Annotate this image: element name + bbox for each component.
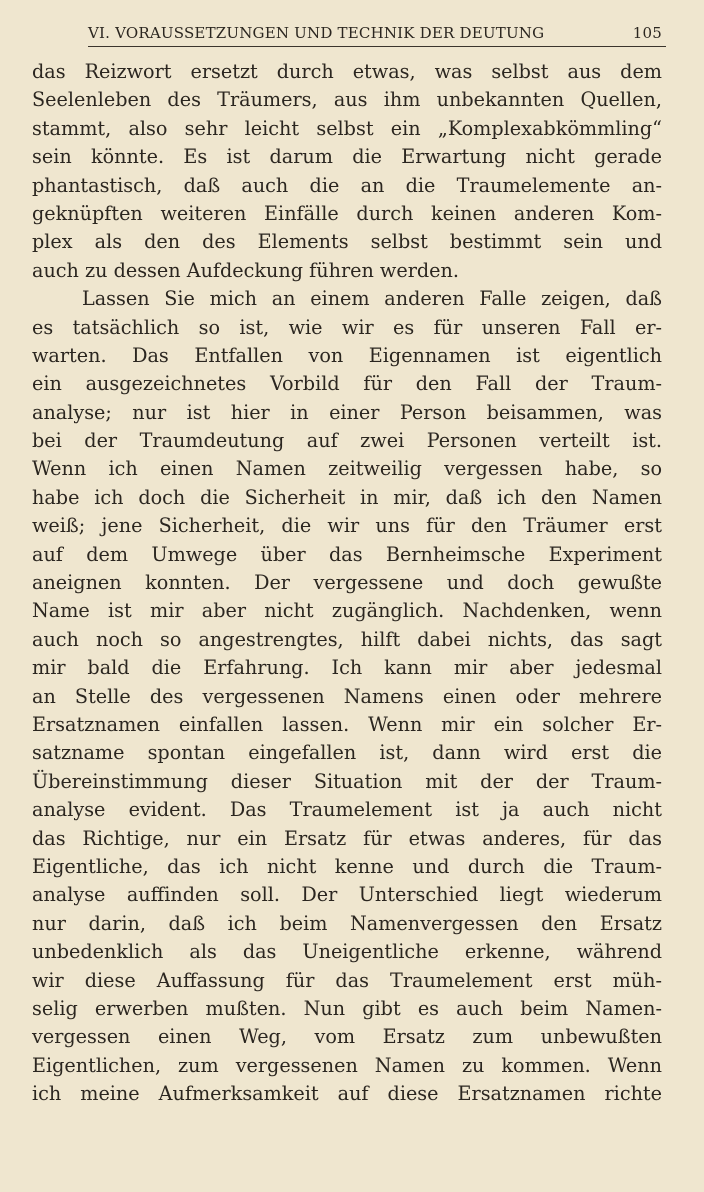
text-line: weiß; jene Sicherheit, die wir uns für den Träumer erst [32, 514, 662, 538]
body-text [32, 58, 662, 1108]
text-line: Name ist mir aber nicht zugänglich. Nachdenken, wenn [32, 599, 662, 623]
text-line: nur darin, daß ich beim Namenvergessen den Ersatz [32, 911, 662, 935]
text-line: stammt, also sehr leicht selbst ein „Komplexabkömmling“ [32, 116, 662, 140]
text-line: Eigentliche, das ich nicht kenne und durch die Traum- [32, 854, 662, 878]
text-line: Seelenleben des Träumers, aus ihm unbekannten Quellen, [32, 88, 662, 112]
text-line: auch noch so angestrengtes, hilft dabei nichts, das sagt [32, 627, 662, 651]
text-line: ein ausgezeichnetes Vorbild für den Fall der Traum- [32, 372, 662, 396]
running-header [88, 24, 666, 46]
text-line: an Stelle des vergessenen Namens einen oder mehrere [32, 684, 662, 708]
text-line: Übereinstimmung dieser Situation mit der der Traum- [32, 769, 662, 793]
text-line: aneignen konnten. Der vergessene und doch gewußte [32, 571, 662, 595]
text-line: das Reizwort ersetzt durch etwas, was selbst aus dem [32, 60, 662, 83]
text-line: sein könnte. Es ist darum die Erwartung nicht gerade [32, 145, 662, 169]
text-line: analyse evident. Das Traumelement ist ja auch nicht [32, 798, 662, 822]
text-line: unbedenklich als das Uneigentliche erkenne, während [32, 940, 662, 964]
text-line: das Richtige, nur ein Ersatz für etwas anderes, für das [32, 826, 662, 850]
text-line: satzname spontan eingefallen ist, dann wird erst die [32, 741, 662, 765]
page-number: 105 [632, 24, 662, 42]
text-line: habe ich doch die Sicherheit in mir, daß ich den Namen [32, 485, 662, 509]
text-line: Ersatznamen einfallen lassen. Wenn mir ein solcher Er- [32, 712, 662, 736]
text-line: mir bald die Erfahrung. Ich kann mir aber jedesmal [32, 656, 662, 680]
text-line: auch zu dessen Aufdeckung führen werden. [32, 258, 459, 282]
text-line: Lassen Sie mich an einem anderen Falle zeigen, daß [82, 287, 662, 311]
text-line: bei der Traumdeutung auf zwei Personen verteilt ist. [32, 429, 662, 453]
text-line: phantastisch, daß auch die an die Traumelemente an- [32, 173, 662, 197]
text-line: Wenn ich einen Namen zeitweilig vergessen habe, so [32, 457, 662, 481]
text-line: Eigentlichen, zum vergessenen Namen zu kommen. Wenn [32, 1053, 662, 1077]
text-line: selig erwerben mußten. Nun gibt es auch beim Namen- [32, 996, 662, 1020]
text-line: auf dem Umwege über das Bernheimsche Experiment [32, 542, 662, 566]
text-line: ich meine Aufmerksamkeit auf diese Ersatznamen richte [32, 1082, 662, 1106]
text-line: warten. Das Entfallen von Eigennamen ist eigentlich [32, 343, 662, 367]
text-line: wir diese Auffassung für das Traumelement erst müh- [32, 968, 662, 992]
running-title: VI. VORAUSSETZUNGEN UND TECHNIK DER DEUTUNG [88, 24, 545, 42]
text-line: analyse auffinden soll. Der Unterschied liegt wiederum [32, 883, 662, 907]
text-line: plex als den des Elements selbst bestimmt sein und [32, 230, 662, 254]
text-line: analyse; nur ist hier in einer Person beisammen, was [32, 400, 662, 424]
text-line: es tatsächlich so ist, wie wir es für unseren Fall er- [32, 315, 662, 339]
text-line: vergessen einen Weg, vom Ersatz zum unbewußten [32, 1025, 662, 1049]
text-line: geknüpften weiteren Einfälle durch keinen anderen Kom- [32, 201, 662, 225]
header-rule [88, 46, 666, 47]
